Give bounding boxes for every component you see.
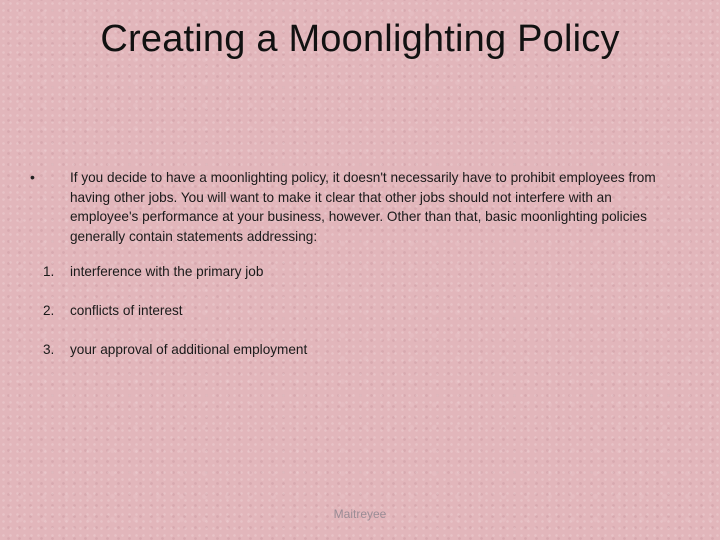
list-item bbox=[43, 303, 683, 318]
list-item-number: 1. bbox=[43, 264, 55, 279]
list-item bbox=[43, 264, 683, 279]
list-item bbox=[43, 342, 683, 357]
slide-title: Creating a Moonlighting Policy bbox=[100, 18, 620, 60]
bullet-row bbox=[30, 168, 690, 246]
list-item-number: 2. bbox=[43, 303, 55, 318]
footer-author: Maitreyee bbox=[333, 507, 387, 521]
bullet-paragraph bbox=[30, 168, 690, 246]
list-item-text: conflicts of interest bbox=[70, 303, 183, 318]
list-item-text: your approval of additional employment bbox=[70, 342, 308, 357]
list-item-text: interference with the primary job bbox=[70, 264, 264, 279]
bullet-text: If you decide to have a moonlighting policy, it doesn't necessarily have to prohibit employees from having other jobs. You will want to make it clear that other jobs should not interfere with an employee's performance at your business, however. Other than that, basic moonlighting policies generally contain statements addressing: bbox=[70, 170, 656, 244]
list-item-number: 3. bbox=[43, 342, 55, 357]
bullet-marker: • bbox=[30, 169, 35, 185]
